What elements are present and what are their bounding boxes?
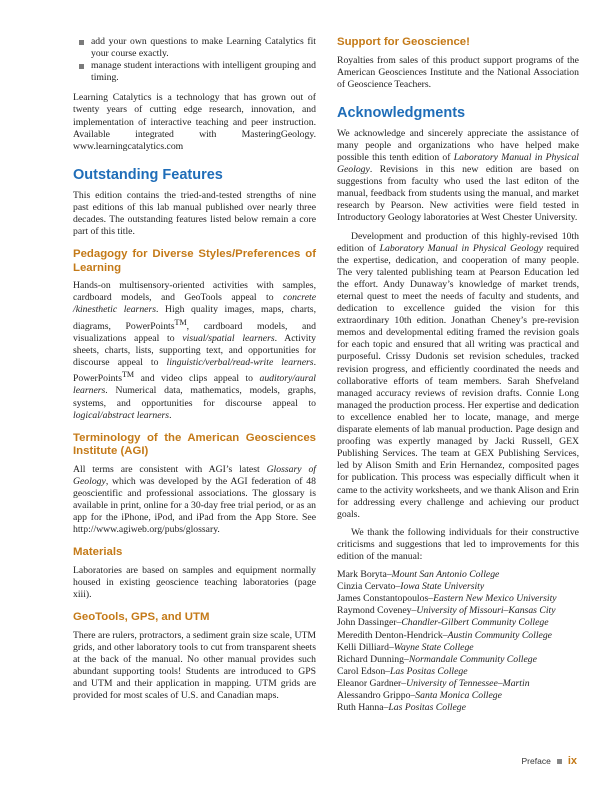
outstanding-features-heading: Outstanding Features — [73, 166, 223, 183]
acknowledgments-heading: Acknowledgments — [337, 104, 466, 121]
support-geoscience-heading: Support for Geoscience! — [337, 36, 470, 48]
terminology-heading: Terminology of the American Geosciences Institute (AGI) — [73, 431, 316, 458]
reviewer-entry: Meredith Denton-Hendrick–Austin Community College — [337, 629, 552, 641]
learning-catalytics-paragraph: Learning Catalytics is a technology that has grown out of twenty years of cutting edge research, innovation, and implementation of interactive teaching and peer instruction. Available integrated with MasteringGeology. www.learningcatalytics.com — [73, 92, 316, 152]
acknowledgments-paragraph-1: We acknowledge and sincerely appreciate the assistance of many people and organizations who have helped make possible this tenth edition of Laboratory Manual in Physical Geology. Revisions in this new edition are based on suggestions from faculty who used the last editon of the manual, feedback from students using the manual, and market research by Pearson. New activities were field tested in Introductory Geology laboratories at West Chester University. — [337, 127, 579, 224]
geotools-paragraph: There are rulers, protractors, a sediment grain size scale, UTM grids, and other laboratory tools to cut from transparent sheets at the back of the manual. No other manual provides such abundant supporting tools! Students are introduced to GPS and UTM and their application in mapping. UTM grids are provided for most scales of U.S. and Canadian maps. — [73, 629, 316, 702]
right-column — [337, 36, 579, 714]
terminology-paragraph: All terms are consistent with AGI’s latest Glossary of Geology, which was developed by the AGI federation of 48 geoscientific and professional associations. The glossary is available in print, online for a 30-day free trial period, or as an app for the iPhone, iPod, and iPad from the App Store. See http://www.agiweb.org/pubs/glossary. — [73, 463, 316, 536]
reviewer-entry: Cinzia Cervato–Iowa State University — [337, 581, 485, 593]
acknowledgments-paragraph-3: We thank the following individuals for their constructive criticisms and suggestions that led to improvements for this edition of the manual: — [337, 526, 579, 562]
materials-heading: Materials — [73, 546, 123, 559]
reviewer-entry: Eleanor Gardner–University of Tennessee–Martin — [337, 677, 530, 689]
pedagogy-heading: Pedagogy for Diverse Styles/Preferences of Learning — [73, 248, 316, 274]
reviewer-entry: Raymond Coveney–University of Missouri–Kansas City — [337, 605, 556, 617]
bullet-item: add your own questions to make Learning Catalytics fit your course exactly. — [73, 36, 316, 60]
acknowledgments-paragraph-2: Development and production of this highly-revised 10th edition of Laboratory Manual in Physical Geology required the expertise, dedication, and cooperation of many people. The very talented publishing team at Pearson Education led the effort. Andy Dunaway’s knowledge of market trends, eternal quest to meet the needs of faculty and students, and dedication to excellence guided the vision for this extraordinary 10th edition. Jonathan Cheney’s pre-revision memos and developmental editing framed the revision goals for each topic and ensured that all writing was practical and purposeful. Crissy Dudonis set revision schedules, tracked revision progress, and efficiently coordinated the needs and collaborative efforts of team members. Sarah Shefveland managed accuracy reviews of revision drafts. Connie Long managed the production process. Her expertise and dedication to excellence enabled her to locate, manage, and merge disparate elements of lab manual production. Page design and proofing was expertly managed by Jacki Russell, GEX Publishing Services. The team at GEX Publishing Services, led by Alison Smith and Erin Hernandez, composited pages for publication. This process was especially difficult when it came to the activity worksheets, and we thank Alison and Erin for addressing every challenge and achieving our product goals. — [337, 230, 579, 520]
materials-paragraph: Laboratories are based on samples and equipment normally housed in existing geoscience teaching laboratories (page xiii). — [73, 564, 316, 600]
reviewer-entry: Richard Dunning–Normandale Community College — [337, 653, 537, 665]
bullet-item: manage student interactions with intelligent grouping and timing. — [73, 60, 316, 84]
geotools-heading: GeoTools, GPS, and UTM — [73, 611, 210, 624]
footer-section-label: Preface — [521, 756, 551, 766]
feature-bullet-list — [73, 36, 316, 84]
reviewer-entry: Ruth Hanna–Las Positas College — [337, 702, 466, 714]
reviewer-entry: Carol Edson–Las Positas College — [337, 665, 468, 677]
reviewer-entry: Alessandro Grippo–Santa Monica College — [337, 690, 502, 701]
reviewer-list — [337, 569, 579, 714]
footer-square-icon — [557, 759, 562, 764]
reviewer-entry: Kelli Dilliard–Wayne State College — [337, 641, 474, 653]
reviewer-entry: John Dassinger–Chandler-Gilbert Community College — [337, 617, 549, 629]
page-number: ix — [567, 755, 577, 767]
support-geoscience-paragraph: Royalties from sales of this product support programs of the American Geosciences Institute and the National Association of Geoscience Teachers. — [337, 54, 579, 90]
left-column — [73, 36, 316, 708]
outstanding-features-paragraph: This edition contains the tried-and-tested strengths of nine past editions of this lab manual published over nearly three decades. The outstanding features listed below remain a core part of this title. — [73, 189, 316, 238]
reviewer-entry: James Constantopoulos–Eastern New Mexico University — [337, 593, 557, 605]
pedagogy-paragraph: Hands-on multisensory-oriented activities with samples, cardboard models, and GeoTools appeal to concrete /kinesthetic learners. High quality images, maps, charts, diagrams, PowerPoints™, cardboard models, and visualizations appeal to visual/spatial learners. Activity sheets, charts, lists, supporting text, and opportunities for discourse appeal to linguistic/verbal/read-write learners. PowerPoints™ and video clips appeal to auditory/aural learners. Numerical data, mathematics, models, graphs, systems, and opportunities for discourse appeal to logical/abstract learners. — [73, 280, 316, 421]
reviewer-entry: Mark Boryta–Mount San Antonio College — [337, 569, 500, 581]
page-footer — [522, 755, 577, 767]
